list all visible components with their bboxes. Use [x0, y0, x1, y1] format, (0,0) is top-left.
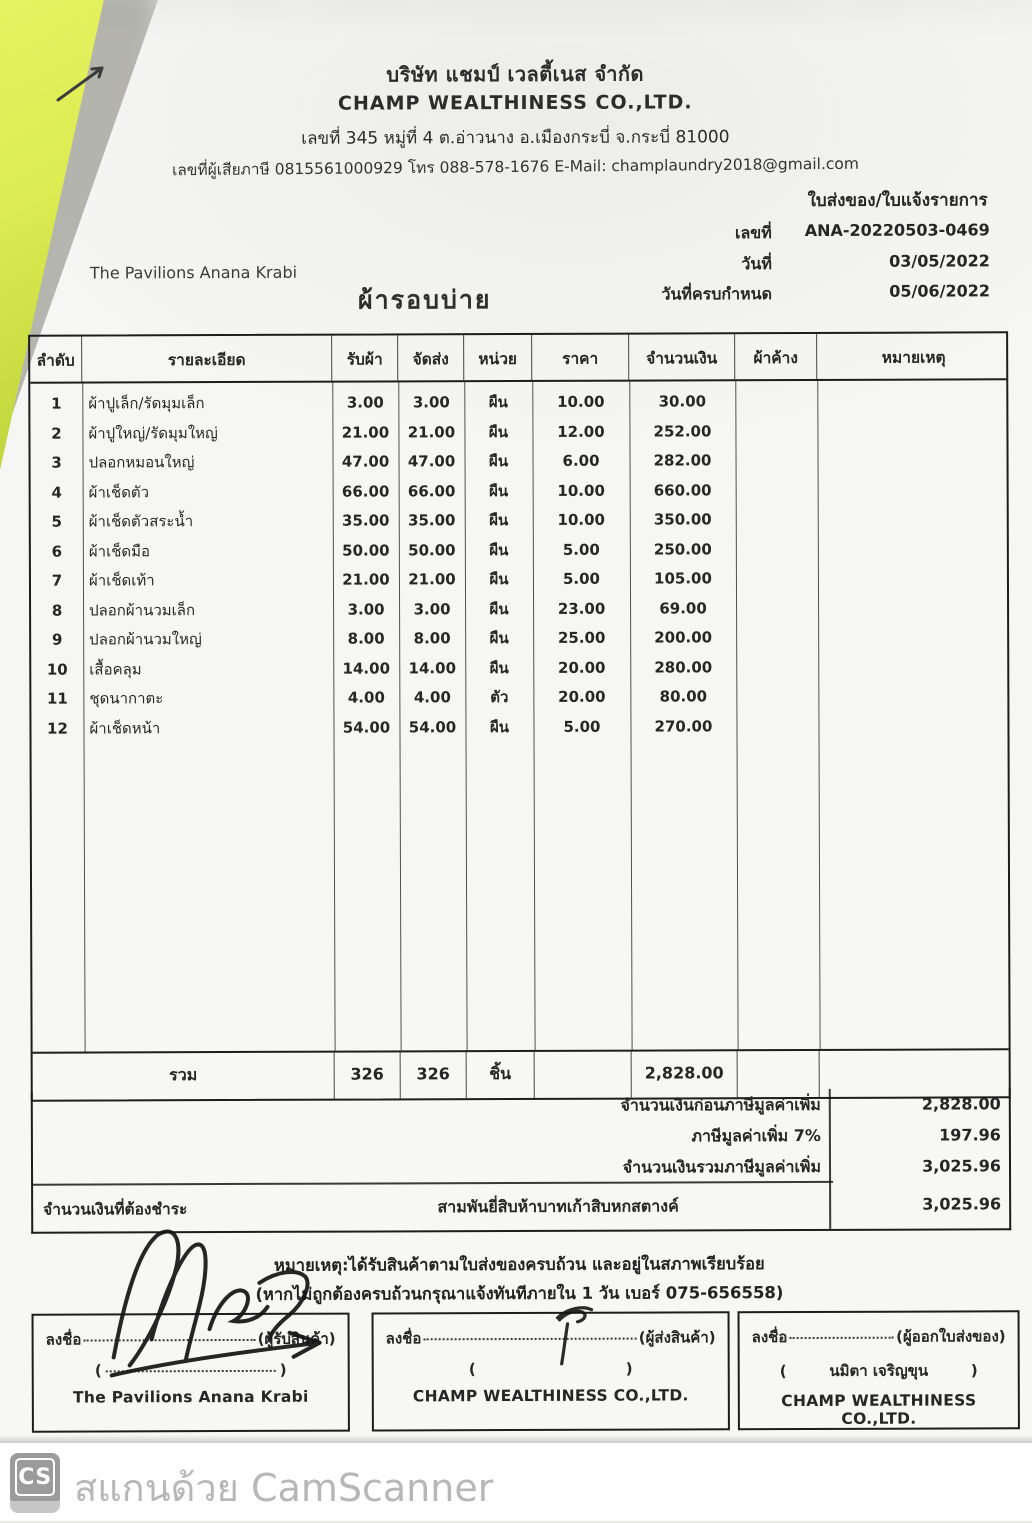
cell-received: 3.00 — [346, 393, 384, 412]
cell-received: 4.00 — [347, 688, 385, 707]
table-row — [31, 681, 1007, 714]
invoice-date-value: 03/05/2022 — [889, 251, 990, 271]
sign-line — [752, 1324, 1006, 1349]
cell-amount: 200.00 — [654, 628, 713, 647]
invoice-number-value: ANA-20220503-0469 — [804, 220, 990, 240]
handwritten-batch-title: ผ้ารอบบ่าย — [357, 285, 492, 315]
cell-unit: ผืน — [489, 570, 509, 589]
document-type-title: ใบส่งของ/ใบแจ้งรายการ — [807, 190, 988, 211]
total-unit: ชิ้น — [467, 1052, 535, 1098]
cell-note — [817, 386, 1010, 416]
cell-amount: 69.00 — [659, 598, 707, 618]
cell-desc: ผ้าปูใหญ่/รัดมุมใหญ่ — [88, 423, 218, 442]
cell-received: 35.00 — [341, 511, 390, 530]
cell-desc: ปลอกหมอนใหญ่ — [88, 453, 195, 472]
signature-box-issuer — [738, 1310, 1020, 1430]
cell-delivered: 54.00 — [408, 717, 457, 736]
cell-note — [818, 652, 1011, 682]
cell-note — [818, 475, 1011, 505]
amount-in-words: สามพันยี่สิบห้าบาทเก้าสิบหกสตางค์ — [437, 1195, 679, 1216]
cell-delivered: 8.00 — [413, 629, 451, 648]
total-delivered: 326 — [401, 1052, 467, 1098]
sign-line — [386, 1325, 716, 1350]
cell-price: 25.00 — [557, 628, 606, 647]
scan-edge-smudge — [0, 1435, 1032, 1443]
cell-received: 50.00 — [342, 540, 390, 560]
cell-unit: ผืน — [489, 481, 509, 500]
due-date-label: วันที่ครบกำหนด — [661, 284, 772, 304]
cell-desc: ผ้าเช็ดหน้า — [89, 718, 161, 737]
cell-note — [818, 593, 1011, 623]
name-paren-line — [386, 1359, 716, 1378]
cell-note — [818, 711, 1011, 741]
paren-close: ) — [625, 1359, 633, 1378]
cell-note — [817, 416, 1010, 446]
cell-no: 8 — [51, 601, 63, 620]
cell-price: 5.00 — [562, 540, 600, 559]
cell-no: 5 — [51, 512, 63, 531]
cell-unit: ผืน — [489, 658, 509, 677]
cell-unit: ผืน — [488, 393, 508, 412]
cell-received: 21.00 — [342, 570, 390, 589]
table-row — [30, 386, 1006, 419]
cell-price: 5.00 — [562, 569, 600, 588]
cell-received: 21.00 — [341, 422, 390, 442]
cell-no: 6 — [51, 542, 63, 561]
column-header: รายละเอียด — [82, 336, 332, 382]
cell-amount: 105.00 — [653, 569, 712, 588]
table-row — [31, 504, 1007, 537]
cell-price: 10.00 — [557, 392, 605, 411]
cell-delivered: 14.00 — [408, 658, 457, 677]
subtotal-label: จำนวนเงินก่อนภาษีมูลค่าเพิ่ม — [620, 1094, 821, 1115]
sign-label: ลงชื่อ — [385, 1329, 422, 1348]
cell-amount: 660.00 — [653, 480, 712, 500]
table-row — [31, 622, 1007, 655]
signer-company: CHAMP WEALTHINESS CO.,LTD. — [781, 1391, 977, 1428]
table-row — [31, 563, 1007, 596]
sign-line — [46, 1327, 336, 1352]
cell-received: 54.00 — [342, 717, 391, 737]
table-row — [30, 416, 1006, 449]
name-paren-line — [46, 1361, 336, 1380]
total-received: 326 — [335, 1052, 401, 1098]
cell-received: 14.00 — [342, 658, 391, 678]
name-dotted-line — [106, 1370, 276, 1373]
cell-pending — [736, 564, 818, 594]
cell-delivered: 21.00 — [407, 422, 456, 441]
cell-delivered: 35.00 — [407, 511, 456, 530]
cell-delivered: 3.00 — [412, 393, 450, 412]
cell-price: 6.00 — [562, 451, 600, 470]
camscanner-watermark-text: สแกนด้วย CamScanner — [74, 1466, 494, 1510]
amount-due-label: จำนวนเงินที่ต้องชำระ — [43, 1199, 188, 1219]
column-header: ลำดับ — [30, 337, 82, 382]
cell-amount: 80.00 — [659, 687, 708, 706]
column-header: หน่วย — [464, 335, 532, 380]
cell-desc: ผ้าเช็ดตัว — [88, 482, 150, 501]
paren-open: ( — [779, 1362, 787, 1381]
cell-desc: ปลอกผ้านวมใหญ่ — [89, 630, 202, 649]
camscanner-badge-letters: CS — [15, 1458, 55, 1496]
amount-due-row — [33, 1181, 833, 1232]
cell-no: 10 — [46, 660, 68, 679]
invoice-date-row — [442, 251, 990, 278]
cell-desc: ผ้าปูเล็ก/รัดมุมเล็ก — [88, 394, 205, 413]
cell-no: 11 — [46, 689, 68, 708]
sign-role: (ผู้ออกใบส่งของ) — [896, 1327, 1006, 1346]
receipt-note-line2: (หากไม่ถูกต้องครบถ้วนกรุณาแจ้งทันทีภายใน 1 วัน เบอร์ 075-656558) — [255, 1283, 784, 1304]
name-blank-gap — [476, 1374, 626, 1375]
signature-dotted-line — [83, 1339, 255, 1342]
cell-desc: ผ้าเช็ดตัวสระน้ำ — [88, 512, 194, 531]
table-row — [31, 445, 1007, 478]
cell-unit: ตัว — [490, 688, 509, 707]
cell-note — [817, 445, 1010, 475]
column-header: ราคา — [532, 335, 629, 380]
cell-note — [818, 504, 1011, 534]
column-header: ผ้าค้าง — [735, 334, 817, 379]
cell-no: 7 — [51, 571, 63, 590]
vat-value: 197.96 — [939, 1125, 1001, 1145]
cell-note — [818, 563, 1011, 593]
signature-box-receiver — [32, 1313, 350, 1433]
cell-delivered: 47.00 — [407, 452, 456, 471]
cell-pending — [736, 534, 818, 564]
cell-price: 10.00 — [557, 510, 606, 529]
invoice-date-label: วันที่ — [741, 254, 772, 274]
cell-no: 12 — [47, 719, 68, 738]
table-row — [31, 534, 1007, 567]
cell-received: 47.00 — [341, 452, 390, 471]
table-body-rows — [30, 380, 1007, 743]
items-table — [28, 331, 1011, 1101]
cell-delivered: 4.00 — [413, 688, 451, 707]
cell-amount: 350.00 — [653, 510, 712, 529]
cell-unit: ผืน — [489, 511, 509, 530]
paren-close: ) — [970, 1361, 978, 1380]
company-address: เลขที่ 345 หมู่ที่ 4 ต.อ่าวนาง อ.เมืองกระบี่ จ.กระบี่ 81000 — [301, 127, 730, 149]
cell-delivered: 3.00 — [413, 599, 451, 618]
total-amount: 2,828.00 — [632, 1051, 738, 1097]
cell-note — [818, 622, 1011, 652]
cell-desc: เสื้อคลุม — [89, 659, 142, 678]
camscanner-icon-strip — [10, 1501, 60, 1513]
cell-unit: ผืน — [488, 422, 508, 441]
cell-pending — [735, 416, 817, 446]
cell-desc: ผ้าเช็ดมือ — [88, 541, 151, 560]
paren-open: ( — [94, 1361, 102, 1380]
column-header: รับผ้า — [332, 335, 398, 380]
name-paren-line — [752, 1358, 1006, 1383]
cell-delivered: 21.00 — [408, 570, 456, 589]
cell-received: 3.00 — [347, 599, 385, 619]
cell-delivered: 66.00 — [407, 481, 456, 500]
signer-company: CHAMP WEALTHINESS CO.,LTD. — [412, 1386, 689, 1406]
cell-unit: ผืน — [489, 717, 510, 736]
amount-due-value: 3,025.96 — [922, 1194, 1002, 1214]
cell-amount: 270.00 — [654, 716, 713, 736]
vat-label: ภาษีมูลค่าเพิ่ม 7% — [691, 1125, 821, 1146]
cell-amount: 250.00 — [653, 539, 712, 559]
sign-role: (ผู้ส่งสินค้า) — [638, 1328, 716, 1347]
cell-desc: ชุดนากาตะ — [89, 689, 164, 708]
cell-price: 20.00 — [558, 658, 606, 677]
summary-values — [829, 1088, 1009, 1229]
camscanner-icon — [10, 1453, 60, 1513]
cell-received: 8.00 — [347, 629, 385, 648]
column-header: จัดส่ง — [398, 335, 464, 380]
cell-price: 23.00 — [557, 599, 606, 618]
cell-note — [818, 681, 1011, 711]
cell-unit: ผืน — [489, 540, 509, 559]
cell-price: 10.00 — [557, 481, 605, 500]
customer-name: The Pavilions Anana Krabi — [89, 262, 298, 283]
company-name-thai: บริษัท แชมป์ เวลตี้เนส จำกัด — [386, 61, 645, 87]
summary-labels — [33, 1089, 833, 1232]
table-row — [31, 711, 1007, 744]
paren-close: ) — [279, 1360, 287, 1379]
cell-price: 20.00 — [558, 687, 606, 706]
receipt-note-line1: หมายเหตุ:ได้รับสินค้าตามใบส่งของครบถ้วน และอยู่ในสภาพเรียบร้อย — [273, 1254, 765, 1275]
invoice-number-label: เลขที่ — [734, 223, 772, 243]
summary-box — [31, 1088, 1011, 1233]
grand-total-value: 3,025.96 — [922, 1156, 1002, 1176]
column-header: หมายเหตุ — [881, 348, 946, 367]
table-body — [30, 380, 1008, 1051]
cell-pending — [736, 623, 818, 653]
cell-unit: ผืน — [488, 452, 509, 471]
cell-amount: 30.00 — [658, 392, 707, 411]
signature-dotted-line — [789, 1337, 894, 1339]
cell-pending — [736, 505, 818, 535]
cell-no: 4 — [51, 483, 62, 502]
table-row — [31, 593, 1007, 626]
column-header: จำนวนเงิน — [629, 334, 735, 379]
cell-amount: 252.00 — [653, 421, 712, 441]
table-header-row — [30, 333, 1006, 383]
cell-pending — [736, 652, 818, 682]
cell-desc: ปลอกผ้านวมเล็ก — [89, 600, 196, 619]
invoice-number-row — [442, 220, 990, 247]
cell-price: 12.00 — [557, 422, 605, 441]
cell-received: 66.00 — [341, 481, 390, 501]
cell-pending — [736, 475, 818, 505]
cell-pending — [736, 593, 818, 623]
cell-price: 5.00 — [563, 717, 601, 736]
cell-note — [818, 534, 1011, 564]
cell-unit: ผืน — [489, 629, 509, 648]
cell-pending — [736, 711, 818, 741]
signature-dotted-line — [423, 1338, 636, 1341]
signature-box-sender — [372, 1311, 730, 1431]
company-taxid-contact: เลขที่ผู้เสียภาษี 0815561000929 โทร 088-578-1676 E-Mail: champlaundry2018@gmail.com — [171, 154, 860, 180]
cell-no: 1 — [51, 394, 62, 413]
total-label: รวม — [33, 1053, 335, 1100]
subtotal-value: 2,828.00 — [921, 1094, 1001, 1114]
table-row — [31, 652, 1007, 685]
signer-company: The Pavilions Anana Krabi — [72, 1387, 309, 1407]
cell-unit: ผืน — [489, 599, 509, 618]
issuer-name: นมิตา เจริญขุน — [829, 1361, 929, 1380]
camscanner-watermark-bar — [0, 1443, 1032, 1521]
sign-label: ลงชื่อ — [751, 1328, 788, 1347]
sign-role: (ผู้รับสินค้า) — [257, 1329, 336, 1348]
cell-amount: 280.00 — [654, 657, 713, 677]
cell-delivered: 50.00 — [408, 540, 456, 559]
cell-no: 2 — [51, 424, 62, 443]
cell-no: 3 — [51, 453, 62, 472]
cell-pending — [735, 387, 817, 417]
cell-pending — [735, 446, 817, 476]
due-date-row — [442, 281, 990, 308]
due-date-value: 05/06/2022 — [889, 281, 990, 301]
cell-no: 9 — [51, 630, 63, 649]
company-name-english: CHAMP WEALTHINESS CO.,LTD. — [337, 91, 693, 115]
table-row — [31, 475, 1007, 508]
grand-total-label: จำนวนเงินรวมภาษีมูลค่าเพิ่ม — [622, 1156, 822, 1177]
cell-amount: 282.00 — [653, 451, 712, 470]
cell-pending — [736, 682, 818, 712]
cell-desc: ผ้าเช็ดเท้า — [88, 571, 155, 590]
paren-open: ( — [468, 1360, 476, 1379]
sign-label: ลงชื่อ — [45, 1330, 82, 1349]
